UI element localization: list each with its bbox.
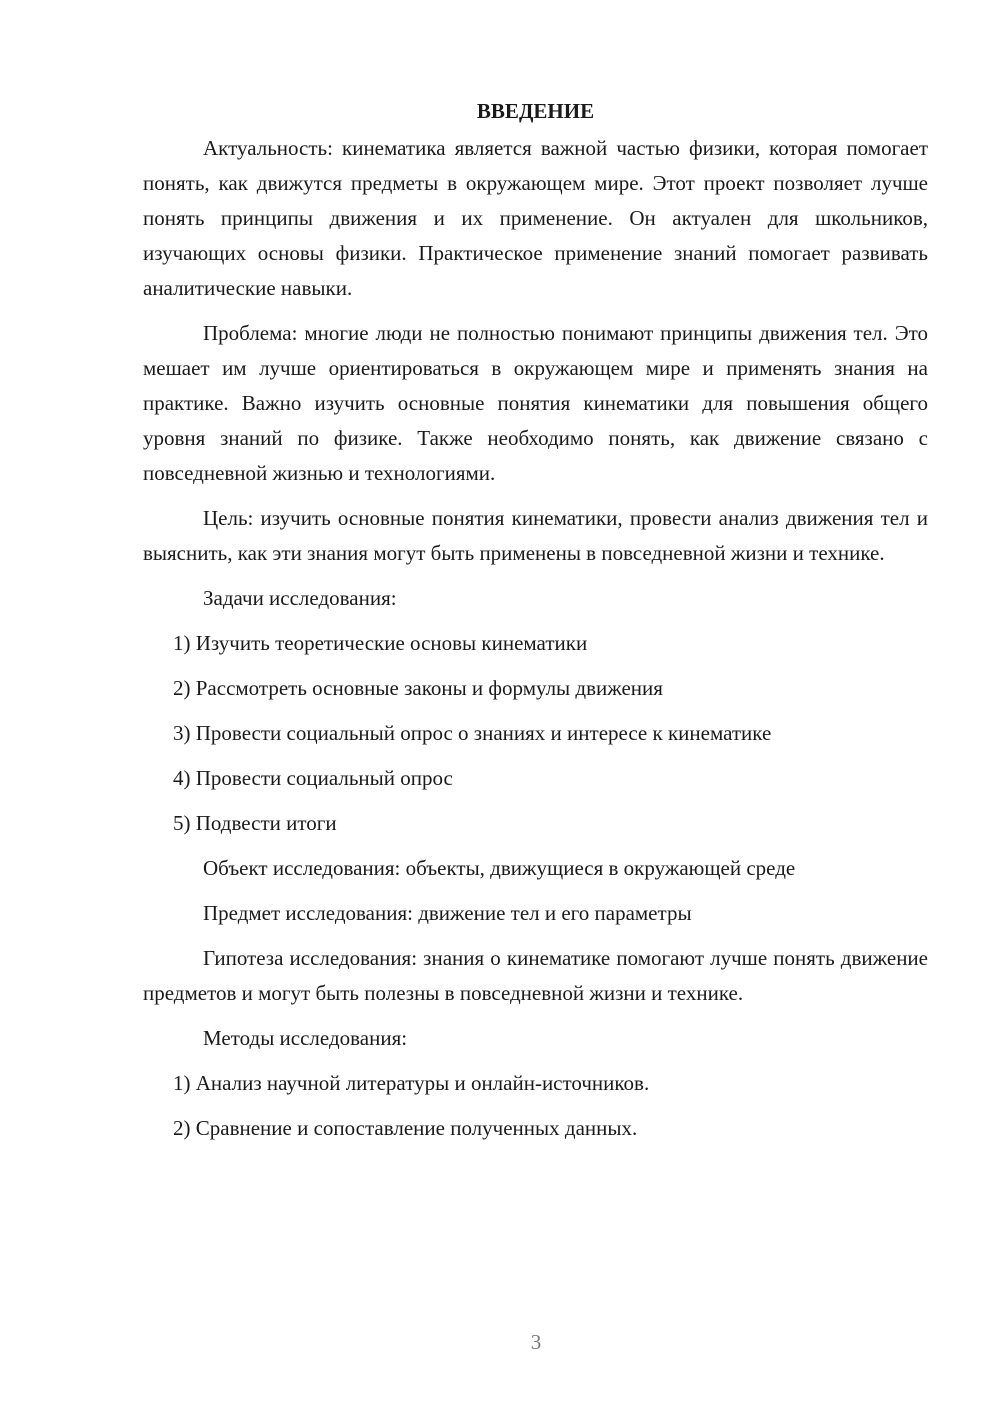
page-title: ВВЕДЕНИЕ	[476, 99, 595, 123]
tasks-heading: Задачи исследования:	[203, 586, 397, 610]
relevance-paragraph: Актуальность: кинематика является важной частью физики, которая помогает понять, как движутся предметы в окружающем мире. Этот проект позволяет лучше понять принципы движения и их применение. Он актуален для школьников, изучающих основы физики. Практическое применение знаний помогает развивать аналитические навыки.	[143, 136, 928, 300]
list-item: 3) Провести социальный опрос о знаниях и интересе к кинематике	[173, 721, 772, 745]
list-item: 1) Анализ научной литературы и онлайн-источников.	[173, 1071, 650, 1095]
list-item: 2) Сравнение и сопоставление полученных данных.	[173, 1116, 638, 1140]
goal-paragraph: Цель: изучить основные понятия кинематики, провести анализ движения тел и выяснить, как эти знания могут быть применены в повседневной жизни и технике.	[143, 506, 928, 565]
problem-paragraph: Проблема: многие люди не полностью понимают принципы движения тел. Это мешает им лучше ориентироваться в окружающем мире и применять знания на практике. Важно изучить основные понятия кинематики для повышения общего уровня знаний по физике. Также необходимо понять, как движение связано с повседневной жизнью и технологиями.	[143, 321, 928, 485]
list-item: 5) Подвести итоги	[173, 811, 337, 835]
hypothesis-paragraph: Гипотеза исследования: знания о кинематике помогают лучше понять движение предметов и могут быть полезны в повседневной жизни и технике.	[143, 946, 928, 1005]
tasks-list	[143, 626, 928, 841]
list-item: 1) Изучить теоретические основы кинематики	[173, 631, 588, 655]
methods-list	[143, 1066, 928, 1146]
research-object: Объект исследования: объекты, движущиеся в окружающей среде	[203, 856, 796, 880]
methods-heading: Методы исследования:	[203, 1026, 408, 1050]
list-item: 2) Рассмотреть основные законы и формулы движения	[173, 676, 663, 700]
research-subject: Предмет исследования: движение тел и его параметры	[203, 901, 692, 925]
list-item: 4) Провести социальный опрос	[173, 766, 453, 790]
page-content	[143, 96, 928, 1156]
page-number: 3	[530, 1330, 542, 1354]
